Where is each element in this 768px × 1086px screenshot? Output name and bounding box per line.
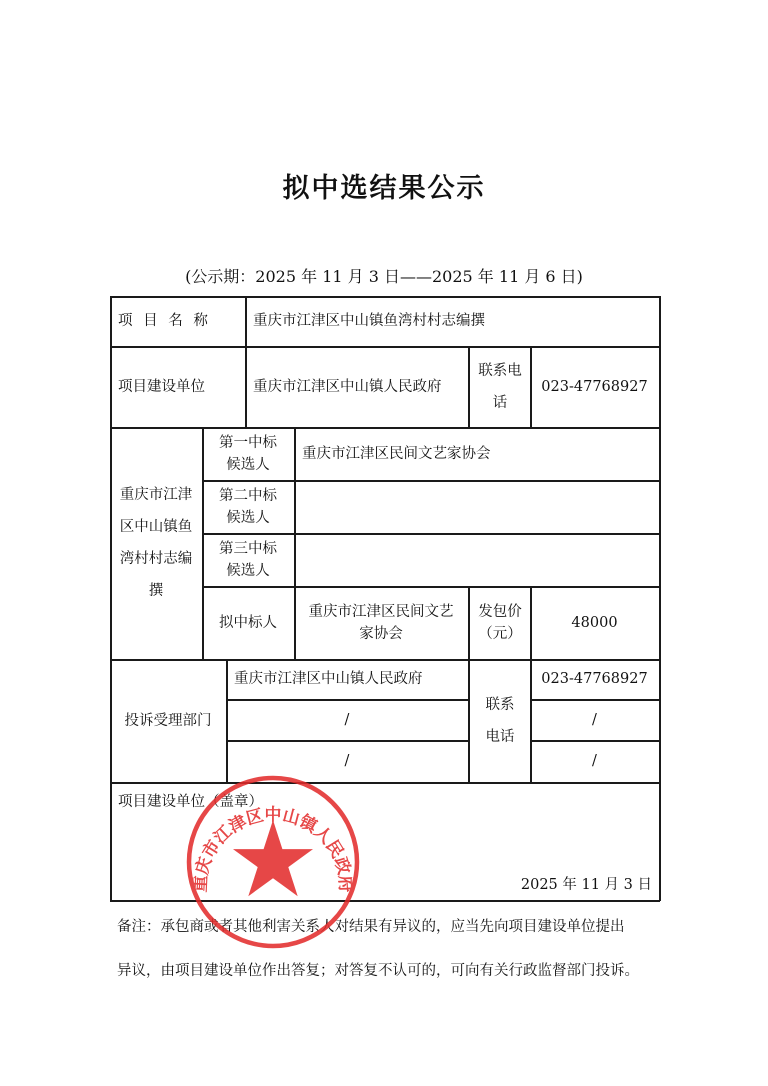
phone-value: 023-47768927 xyxy=(541,378,648,395)
seal-label: 项目建设单位（盖章） xyxy=(118,794,263,810)
candidate-value xyxy=(294,533,659,586)
seal-text: 重庆市江津区中山镇人民政府 xyxy=(190,805,356,893)
official-seal xyxy=(183,772,363,952)
winner-label: 拟中标人 xyxy=(219,614,277,631)
project-name-value: 重庆市江津区中山镇鱼湾村村志编撰 xyxy=(253,313,485,329)
document-title: 拟中选结果公示 xyxy=(282,173,486,204)
candidate-value xyxy=(294,480,659,533)
price-value: 48000 xyxy=(571,614,618,631)
complaint-dept: / xyxy=(344,711,350,728)
complaint-phone: / xyxy=(592,711,597,728)
price-label: 发包价（元） xyxy=(478,603,522,642)
sign-date: 2025 年 11 月 3 日 xyxy=(520,877,652,893)
complaint-label: 投诉受理部门 xyxy=(124,712,212,729)
complaint-phone: 023-47768927 xyxy=(541,671,648,687)
project-column: 重庆市江津区中山镇鱼湾村村志编撰 xyxy=(119,487,193,599)
note-line-1: 备注：承包商或者其他利害关系人对结果有异议的，应当先向项目建设单位提出 xyxy=(117,919,625,935)
complaint-phone-label: 联系电话 xyxy=(485,696,515,745)
candidate-label: 第三中标候选人 xyxy=(219,540,277,579)
note-line-2: 异议，由项目建设单位作出答复；对答复不认可的，可向有关行政监督部门投诉。 xyxy=(117,963,639,979)
project-name-label: 项 目 名 称 xyxy=(118,313,211,329)
complaint-phone: / xyxy=(592,753,597,769)
builder-label: 项目建设单位 xyxy=(118,378,205,395)
winner-value: 重庆市江津区民间文艺家协会 xyxy=(308,603,454,642)
complaint-dept: / xyxy=(344,753,350,769)
candidate-label: 第一中标候选人 xyxy=(219,434,277,473)
candidate-label: 第二中标候选人 xyxy=(219,487,277,526)
candidate-value: 重庆市江津区民间文艺家协会 xyxy=(302,445,491,462)
publicity-period: (公示期：2025 年 11 月 3 日——2025 年 11 月 6 日) xyxy=(185,267,583,286)
builder-value: 重庆市江津区中山镇人民政府 xyxy=(253,378,442,395)
phone-label: 联系电话 xyxy=(478,362,522,411)
complaint-dept: 重庆市江津区中山镇人民政府 xyxy=(234,671,423,687)
